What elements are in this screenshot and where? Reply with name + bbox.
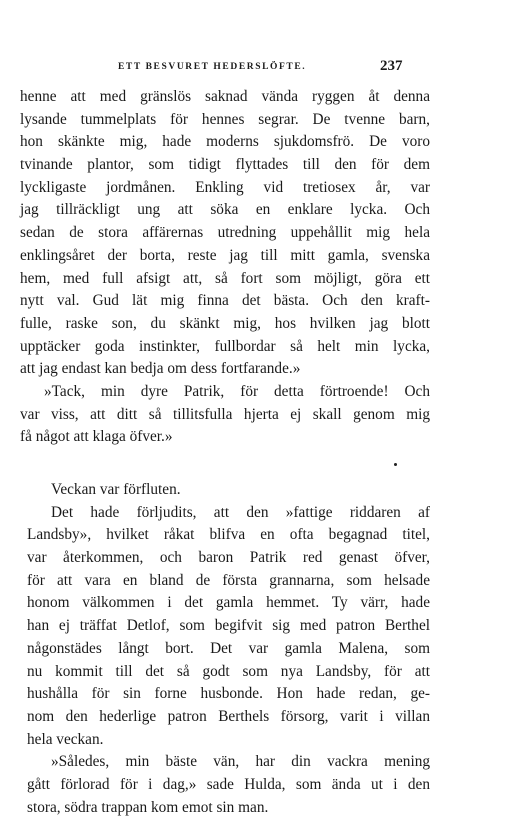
text-line: Veckan var förfluten. (51, 481, 181, 498)
section-break-mark (394, 463, 397, 466)
text-line: hela veckan. (27, 730, 104, 748)
text-line: honom välkommen i det gamla hemmet. Ty värr, hade (27, 594, 430, 612)
text-line: han ej träffat Detlof, som begifvit sig med patron Berthel (27, 617, 430, 635)
text-line: tvinande plantor, som tidigt flyttades till den för dem (20, 156, 430, 174)
text-line: få något att klaga öfver.» (20, 428, 173, 446)
text-line: hon skänkte mig, hade moderns sjukdomsfrö. De voro (20, 133, 430, 151)
text-line: hem, med full afsigt att, så fort som möjligt, göra ett (20, 269, 430, 287)
text-line: »Således, min bäste vän, har din vackra mening (51, 753, 430, 771)
text-line: för att vara en bland de första grannarna, som helsade (27, 571, 430, 589)
text-line: fulle, raske son, du skänkt mig, hos hvilken jag blott (20, 314, 430, 332)
text-line: jag tillräckligt ung att söka en enklare lycka. Och (20, 201, 430, 219)
running-header (0, 58, 520, 78)
text-line: stora, södra trappan kom emot sin man. (27, 798, 269, 816)
text-line: nom den hederlige patron Berthels försorg, varit i villan (27, 707, 430, 725)
text-line: var återkommen, och baron Patrik red genast öfver, (27, 549, 430, 567)
text-line: hushålla för sin forne husbonde. Hon hade redan, ge- (27, 685, 430, 703)
text-line: Det hade förljudits, att den »fattige riddaren af (51, 503, 430, 521)
text-line: gått förlorad för i dag,» sade Hulda, som ända ut i den (27, 775, 430, 793)
text-line: lysande tummelplats för hennes segrar. De tvenne barn, (20, 110, 430, 128)
text-line: någonstädes långt bort. Det var gamla Malena, som (27, 639, 430, 657)
text-line: sedan de stora affärernas utredning uppehållit mig hela (20, 224, 430, 242)
text-line: var viss, att ditt så tillitsfulla hjerta ej skall genom mig (20, 405, 430, 423)
text-block-continuation (20, 86, 430, 449)
text-line: nu kommit till det så godt som nya Landsby, för att (27, 662, 430, 680)
text-line: lyckligaste jordmånen. Enkling vid tretiosex år, var (20, 178, 430, 196)
text-line: att jag endast kan bedja om dess fortfarande.» (20, 360, 301, 378)
text-line: nytt val. Gud lät mig finna det bästa. Och den kraft- (20, 292, 430, 310)
text-line: upptäcker goda instinkter, fullbordar så helt min lycka, (20, 337, 430, 355)
running-title: ETT BESVURET HEDERSLÖFTE. (118, 62, 307, 72)
text-line: enklingsåret der borta, reste jag till mitt gamla, svenska (20, 246, 430, 264)
text-line: Landsby», hvilket råkat blifva en ofta begagnad titel, (27, 526, 430, 544)
text-line: »Tack, min dyre Patrik, för detta förtroende! Och (44, 382, 430, 400)
page-number: 237 (380, 58, 403, 74)
text-block-new-section (27, 479, 430, 819)
text-line: henne att med gränslös saknad vända ryggen åt denna (20, 88, 430, 105)
